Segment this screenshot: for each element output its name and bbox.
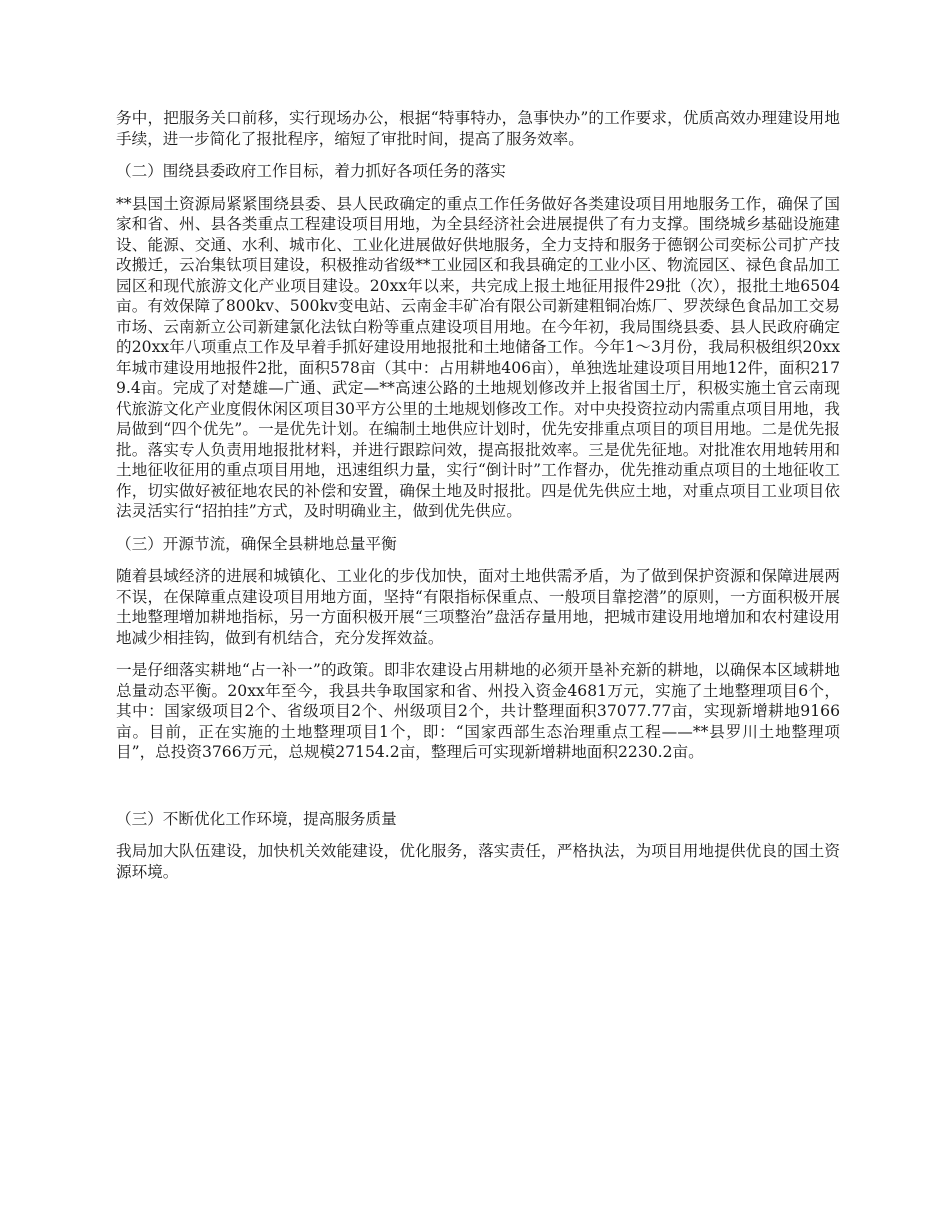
spacer bbox=[116, 775, 840, 809]
paragraph-key-projects: **县国土资源局紧紧围绕县委、县人民政确定的重点工作任务做好各类建设项目用地服务工作，确保了国家和省、州、县各类重点工程建设项目用地，为全县经济社会进展提供了有力支撑。围绕城乡基础设施建设、能源、交通、水利、城市化、工业化进展做好供地服务，全力支持和服务于德钢公司奕标公司扩产技改搬迁，云冶集钛项目建设，积极推动省级**工业园区和我县确定的工业小区、物流园区、禄色食品加工园区和现代旅游文化产业项目建设。20xx年以来，共完成上报土地征用报件29批（次），报批土地6504亩。有效保障了800kv、500kv变电站、云南金丰矿冶有限公司新建粗铜冶炼厂、罗茨绿色食品加工交易市场、云南新立公司新建氯化法钛白粉等重点建设项目用地。在今年初，我局围绕县委、县人民政府确定的20xx年八项重点工作及早着手抓好建设用地报批和土地储备工作。今年1～3月份，我局积极组织20xx年城市建设用地报件2批，面积578亩（其中：占用耕地406亩），单独选址建设项目用地12件，面积2179.4亩。完成了对楚雄—广通、武定—**高速公路的土地规划修改并上报省国土厅，积极实施土官云南现代旅游文化产业度假休闲区项目30平方公里的土地规划修改工作。对中央投资拉动内需重点项目用地，我局做到“四个优先”。一是优先计划。在编制土地供应计划时，优先安排重点项目的项目用地。二是优先报批。落实专人负责用地报批材料，并进行跟踪问效，提高报批效率。三是优先征地。对批准农用地转用和土地征收征用的重点项目用地，迅速组织力量，实行“倒计时”工作督办，优先推动重点项目的土地征收工作，切实做好被征地农民的补偿和安置，确保土地及时报批。四是优先供应土地，对重点项目工业项目依法灵活实行“招拍挂”方式，及时明确业主，做到优先供应。 bbox=[116, 194, 840, 520]
section-heading-2: （二）围绕县委政府工作目标，着力抓好各项任务的落实 bbox=[116, 162, 506, 180]
paragraph-farmland-policy: 一是仔细落实耕地“占一补一”的政策。即非农建设占用耕地的必须开垦补充新的耕地，以确保本区域耕地总量动态平衡。20xx年至今，我县共争取国家和省、州投入资金4681万元，实施了土地整理项目6个，其中：国家级项目2个、省级项目2个、州级项目2个，共计整理面积37077.77亩，实现新增耕地9166亩。目前，正在实施的土地整理项目1个，即：“国家西部生态治理重点工程——**县罗川土地整理项目”，总投资3766万元，总规模27154.2亩，整理后可实现新增耕地面积2230.2亩。 bbox=[116, 661, 840, 761]
document-body bbox=[116, 108, 840, 894]
section-heading-3b: （三）不断优化工作环境，提高服务质量 bbox=[116, 809, 397, 828]
paragraph-service-efficiency: 务中，把服务关口前移，实行现场办公，根据“特事特办，急事快办”的工作要求，优质高效办理建设用地手续，进一步简化了报批程序，缩短了审批时间，提高了服务效率。 bbox=[116, 109, 840, 148]
paragraph-land-balance: 随着县域经济的进展和城镇化、工业化的步伐加快，面对土地供需矛盾，为了做到保护资源和保障进展两不误，在保障重点建设项目用地方面，坚持“有限指标保重点、一般项目靠挖潜”的原则，一方面积极开展土地整理增加耕地指标，另一方面积极开展“三项整治”盘活存量用地，把城市建设用地增加和农村建设用地减少相挂钩，做到有机结合，充分发挥效益。 bbox=[116, 567, 840, 647]
paragraph-environment: 我局加大队伍建设，加快机关效能建设，优化服务，落实责任，严格执法，为项目用地提供优良的国土资源环境。 bbox=[116, 842, 840, 881]
section-heading-3a: （三）开源节流，确保全县耕地总量平衡 bbox=[116, 534, 397, 553]
